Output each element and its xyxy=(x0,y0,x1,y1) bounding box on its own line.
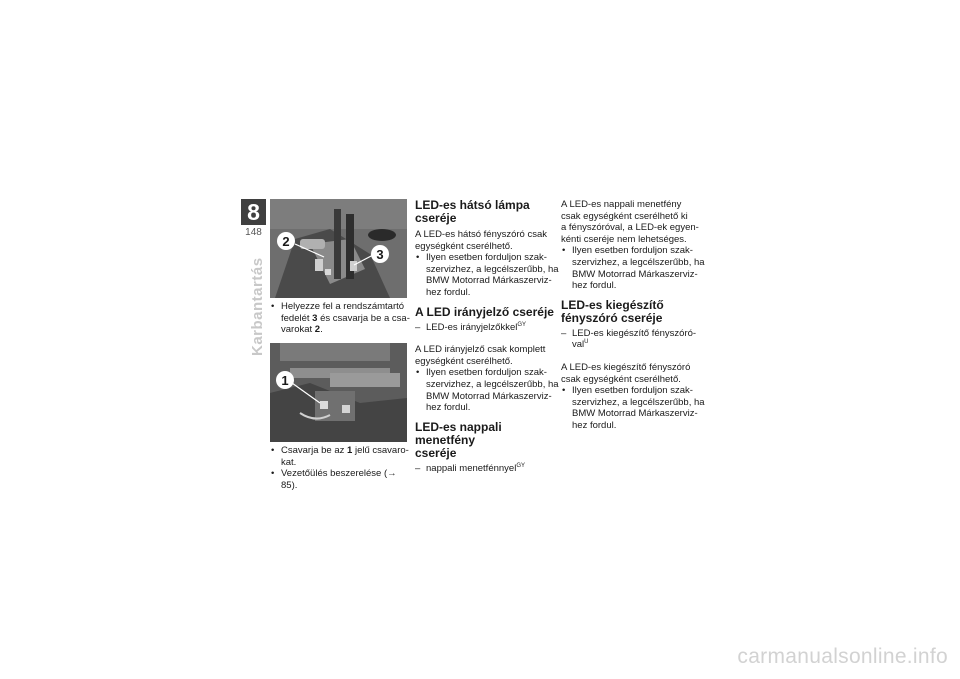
chapter-title-vertical: Karbantartás xyxy=(249,257,266,356)
right-column xyxy=(561,199,711,432)
photo-screws xyxy=(270,343,407,442)
watermark: carmanualsonline.info xyxy=(737,645,948,668)
callout-1: 1 xyxy=(281,373,289,388)
heading-rear-lamp: LED-es hátsó lámpa cseréje xyxy=(415,198,530,225)
turn-signal-bullet: • Ilyen esetben forduljon szak- szervizhez, a legcélszerűbb, ha BMW Motorrad Márkaszerviz- hez fordul. xyxy=(415,367,565,413)
aux-headlight-option: – LED-es kiegészítő fényszóró- val$^U$ xyxy=(561,328,711,351)
daytime-light-bullet: • Ilyen esetben forduljon szak- szervizhez, a legcélszerűbb, ha BMW Motorrad Márkaszerviz- hez fordul. xyxy=(561,245,711,291)
page-number: 148 xyxy=(245,227,262,238)
step-3: • Vezetőülés beszerelése (→ 85). xyxy=(270,468,415,491)
photo-license-plate-cover xyxy=(270,199,407,298)
heading-turn-signal: A LED irányjelző cseréje xyxy=(415,304,554,319)
rear-lamp-body: A LED-es hátsó fényszóró csak egységként cserélhető. xyxy=(415,229,548,252)
aux-headlight-body: A LED-es kiegészítő fényszóró csak egységként cserélhető. xyxy=(561,361,691,385)
aux-headlight-bullet: • Ilyen esetben forduljon szak- szervizhez, a legcélszerűbb, ha BMW Motorrad Márkaszerviz- hez fordul. xyxy=(561,385,711,431)
left-instructions-2 xyxy=(270,445,415,491)
rear-lamp-bullet: • Ilyen esetben forduljon szak- szervizhez, a legcélszerűbb, ha BMW Motorrad Márkaszerviz- hez fordul. xyxy=(415,252,565,298)
turn-signal-body: A LED irányjelző csak komplett egységként cserélhető. xyxy=(415,344,546,367)
callout-2: 2 xyxy=(282,234,290,249)
middle-column xyxy=(415,199,565,474)
photo-illustration xyxy=(270,199,407,298)
daytime-light-body: A LED-es nappali menetfény csak egységként cserélhető ki a fényszóróval, a LED-ek egyen- kénti cseréje nem lehetséges. xyxy=(561,199,699,245)
turn-signal-option: – LED-es irányjelzőkkel$^{GY}$ xyxy=(415,322,565,334)
daytime-light-option: – nappali menetfénnyel$^{GY}$ xyxy=(415,463,565,475)
arrow-right-icon: → xyxy=(387,468,397,480)
callout-3: 3 xyxy=(376,247,384,262)
heading-aux-headlight: LED-es kiegészítő fényszóró cseréje xyxy=(561,297,664,325)
chapter-number-badge: 8 xyxy=(241,199,266,225)
photo-illustration-2 xyxy=(270,343,407,442)
left-instructions-1 xyxy=(270,301,415,336)
step-1: • Helyezze fel a rendszámtartó fedelét 3 és csavarja be a csa- varokat 2. xyxy=(270,301,415,336)
step-2: • Csavarja be az 1 jelű csavaro- kat. xyxy=(270,445,415,468)
heading-daytime-light: LED-es nappali menetfény cseréje xyxy=(415,419,502,460)
